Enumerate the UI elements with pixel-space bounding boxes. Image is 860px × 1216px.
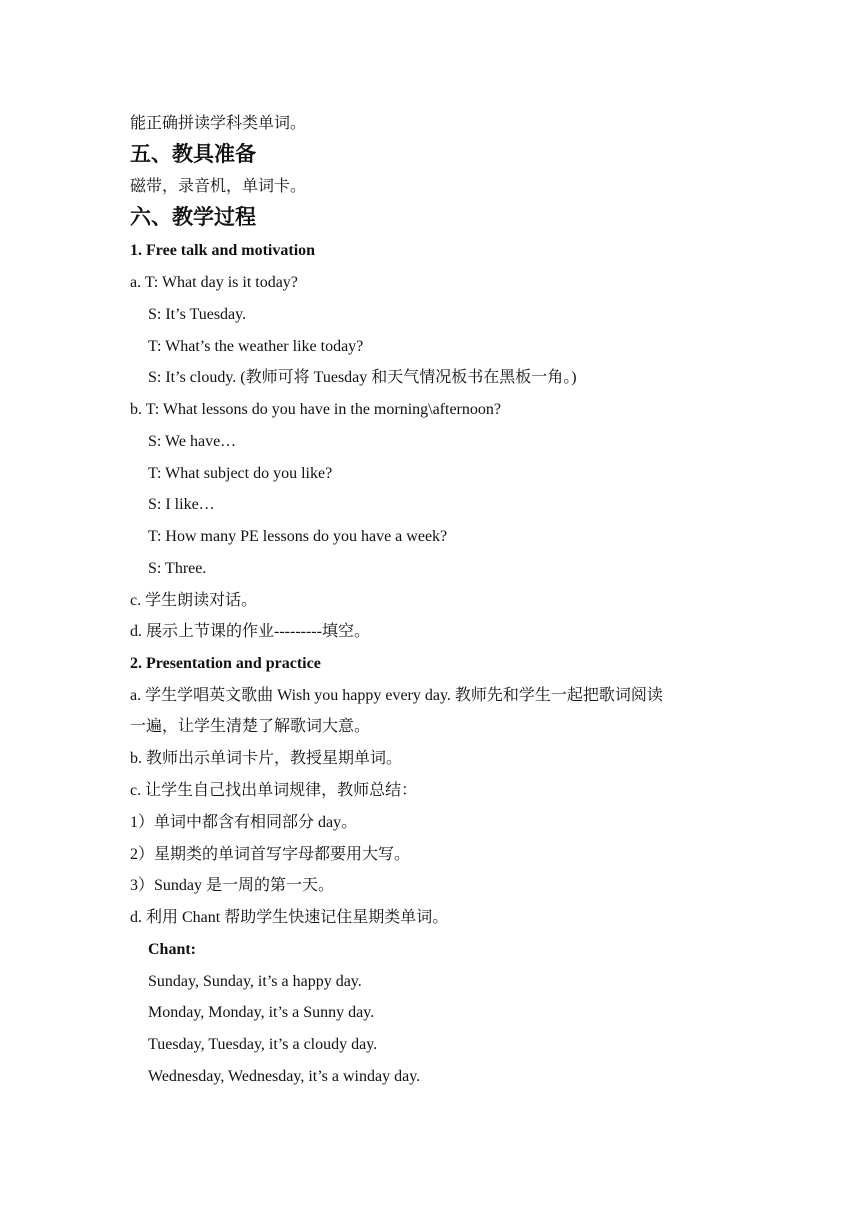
chant-line: Wednesday, Wednesday, it’s a winday day. bbox=[148, 1068, 421, 1085]
dialogue-line: S: Three. bbox=[148, 560, 207, 577]
dialogue-line: T: How many PE lessons do you have a week? bbox=[148, 528, 448, 545]
step-item: c. 学生朗读对话。 bbox=[130, 592, 258, 609]
step-item: c. 让学生自己找出单词规律，教师总结： bbox=[130, 782, 418, 799]
dialogue-line: S: We have… bbox=[148, 433, 237, 450]
subheading-free-talk: 1. Free talk and motivation bbox=[130, 242, 316, 259]
step-item-continuation: 一遍，让学生清楚了解歌词大意。 bbox=[130, 718, 371, 735]
chant-line: Tuesday, Tuesday, it’s a cloudy day. bbox=[148, 1036, 378, 1053]
subheading-presentation: 2. Presentation and practice bbox=[130, 655, 321, 672]
chant-line: Sunday, Sunday, it’s a happy day. bbox=[148, 973, 362, 990]
objective-text: 能正确拼读学科类单词。 bbox=[130, 115, 307, 132]
section-heading-teaching-process: 六、教学过程 bbox=[130, 205, 256, 229]
rule-item: 1）单词中都含有相同部分 day。 bbox=[130, 814, 358, 831]
dialogue-line: b. T: What lessons do you have in the morning\afternoon? bbox=[130, 401, 501, 418]
chant-line: Monday, Monday, it’s a Sunny day. bbox=[148, 1004, 375, 1021]
dialogue-line: S: It’s cloudy. (教师可将 Tuesday 和天气情况板书在黑板一角。) bbox=[148, 369, 577, 386]
section-heading-teaching-aids: 五、教具准备 bbox=[130, 142, 256, 166]
dialogue-line: T: What subject do you like? bbox=[148, 465, 333, 482]
step-item: d. 利用 Chant 帮助学生快速记住星期类单词。 bbox=[130, 909, 449, 926]
step-item: b. 教师出示单词卡片，教授星期单词。 bbox=[130, 750, 403, 767]
teaching-aids-text: 磁带，录音机，单词卡。 bbox=[130, 178, 307, 195]
dialogue-line: S: It’s Tuesday. bbox=[148, 306, 247, 323]
dialogue-line: a. T: What day is it today? bbox=[130, 274, 298, 291]
dialogue-line: S: I like… bbox=[148, 496, 215, 513]
step-item: a. 学生学唱英文歌曲 Wish you happy every day. 教师先和学生一起把歌词阅读 bbox=[130, 687, 663, 704]
rule-item: 3）Sunday 是一周的第一天。 bbox=[130, 877, 335, 894]
rule-item: 2）星期类的单词首写字母都要用大写。 bbox=[130, 846, 411, 863]
dialogue-line: T: What’s the weather like today? bbox=[148, 338, 364, 355]
step-item: d. 展示上节课的作业---------填空。 bbox=[130, 623, 370, 640]
chant-title: Chant: bbox=[148, 941, 197, 958]
